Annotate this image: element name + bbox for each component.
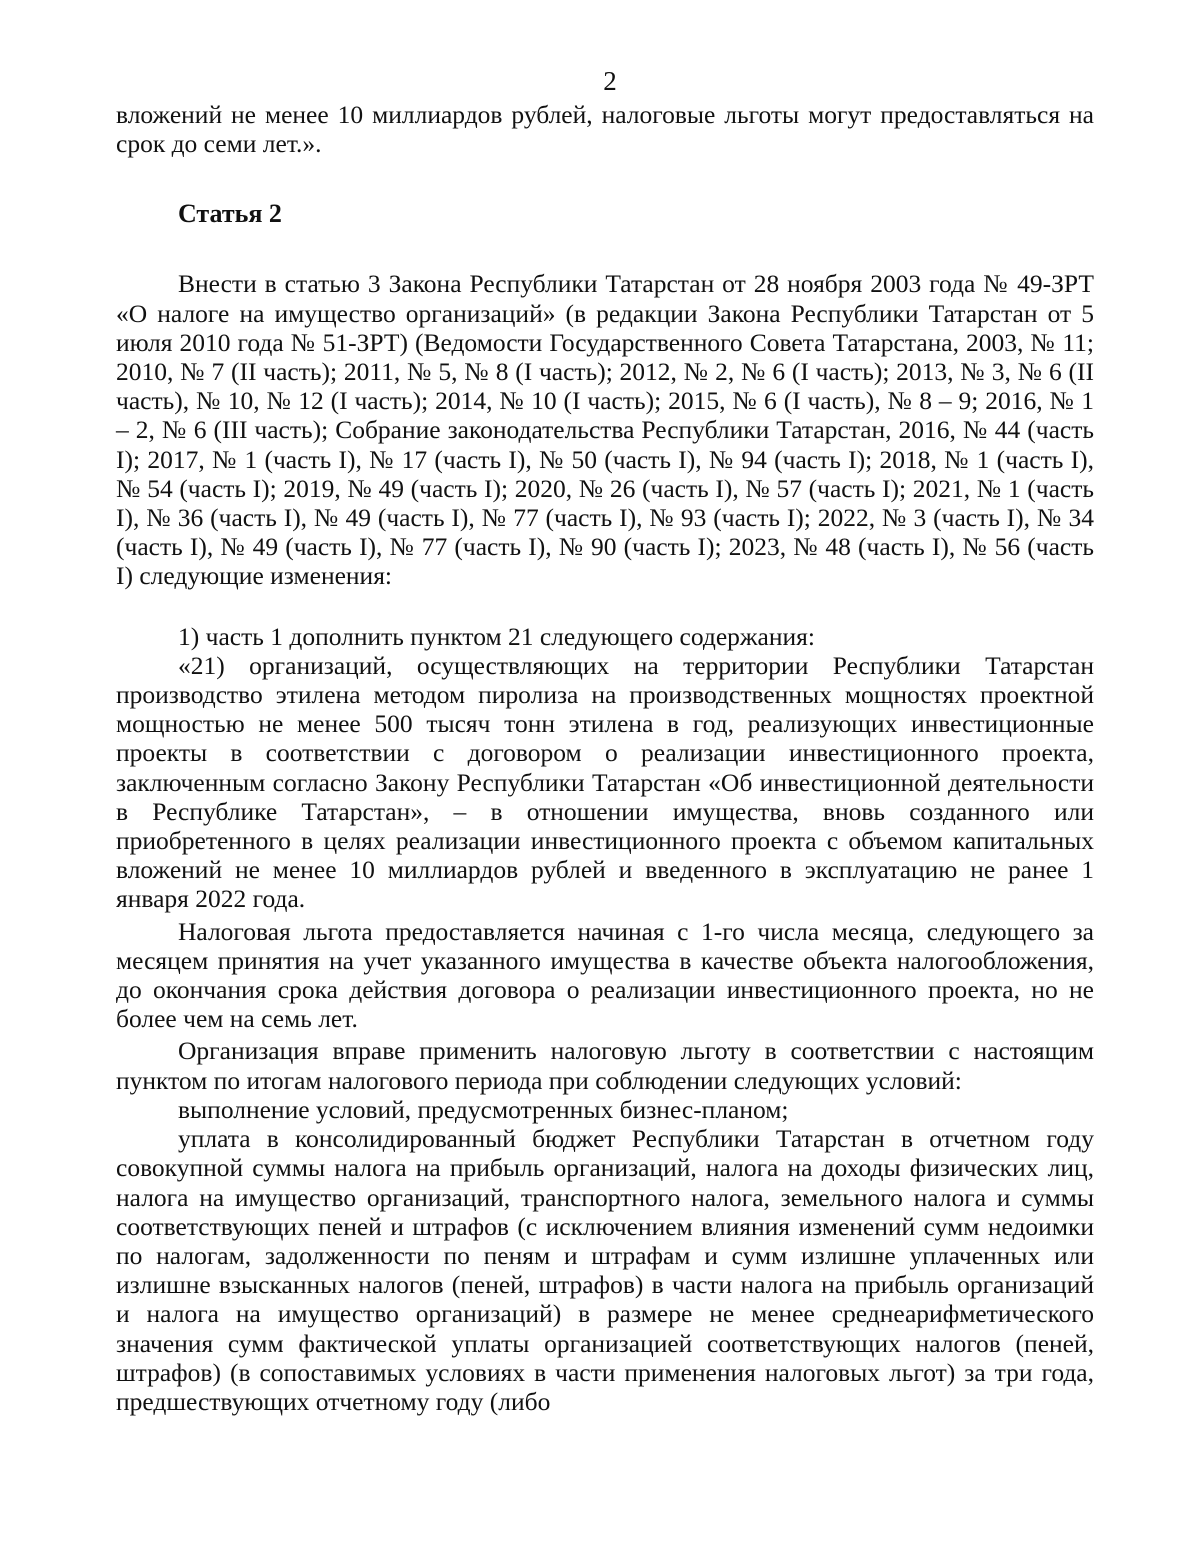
intro-paragraph: Внести в статью 3 Закона Республики Татарстан от 28 ноября 2003 года № 49-ЗРТ «О налоге на имущество организаций» (в редакции Закона Республики Татарстан от 5 июля 2010 года № 51-ЗРТ) (Ведомости Государственного Совета Татарстана, 2003, № 11; 2010, № 7 (II часть); 2011, № 5, № 8 (I часть); 2012, № 2, № 6 (I часть); 2013, № 3, № 6 (II часть), № 10, № 12 (I часть); 2014, № 10 (I часть); 2015, № 6 (I часть), № 8 – 9; 2016, № 1 – 2, № 6 (III часть); Собрание законодательства Республики Татарстан, 2016, № 44 (часть I); 2017, № 1 (часть I), № 17 (часть I), № 50 (часть I), № 94 (часть I); 2018, № 1 (часть I), № 54 (часть I); 2019, № 49 (часть I); 2020, № 26 (часть I), № 57 (часть I); 2021, № 1 (часть I), № 36 (часть I), № 49 (часть I), № 77 (часть I), № 93 (часть I); 2022, № 3 (часть I), № 34 (часть I), № 49 (часть I), № 77 (часть I), № 90 (часть I); 2023, № 48 (часть I), № 56 (часть I) следующие изменения: — [116, 269, 1094, 591]
amendment-item-21: «21) организаций, осуществляющих на территории Республики Татарстан производство этилена методом пиролиза на производственных мощностях проектной мощностью не менее 500 тысяч тонн этилена в год, реализующих инвестиционные проекты в соответствии с договором о реализации инвестиционного проекта, заключенным согласно Закону Республики Татарстан «Об инвестиционной деятельности в Республике Татарстан», – в отношении имущества, вновь созданного или приобретенного в целях реализации инвестиционного проекта с объемом капитальных вложений не менее 10 миллиардов рублей и введенного в эксплуатацию не ранее 1 января 2022 года. — [116, 650, 1094, 914]
conditions-intro-paragraph: Организация вправе применить налоговую льготу в соответствии с настоящим пунктом по итогам налогового периода при соблюдении следующих условий: — [116, 1036, 1094, 1095]
article-heading: Статья 2 — [178, 199, 282, 229]
condition-business-plan: выполнение условий, предусмотренных бизнес-планом; — [178, 1094, 789, 1124]
benefit-period-paragraph: Налоговая льгота предоставляется начиная с 1-го числа месяца, следующего за месяцем принятия на учет указанного имущества в качестве объекта налогообложения, до окончания срока действия договора о реализации инвестиционного проекта, но не более чем на семь лет. — [116, 916, 1094, 1034]
condition-tax-payment: уплата в консолидированный бюджет Республики Татарстан в отчетном году совокупной суммы налога на прибыль организаций, налога на доходы физических лиц, налога на имущество организаций, транспортного налога, земельного налога и суммы соответствующих пеней и штрафов (с исключением влияния изменений сумм недоимки по налогам, задолженности по пеням и штрафам и сумм излишне уплаченных или излишне взысканных налогов (пеней, штрафов) в части налога на прибыль организаций и налога на имущество организаций) в размере не менее среднеарифметического значения сумм фактической уплаты организацией соответствующих налогов (пеней, штрафов) (в сопоставимых условиях в части применения налоговых льгот) за три года, предшествующих отчетному году (либо — [116, 1124, 1094, 1416]
continuation-paragraph: вложений не менее 10 миллиардов рублей, налоговые льготы могут предоставляться на срок до семи лет.». — [116, 100, 1094, 159]
document-body — [116, 100, 1094, 1416]
page-number: 2 — [603, 66, 617, 96]
amendment-item-1: 1) часть 1 дополнить пунктом 21 следующего содержания: — [178, 621, 815, 651]
